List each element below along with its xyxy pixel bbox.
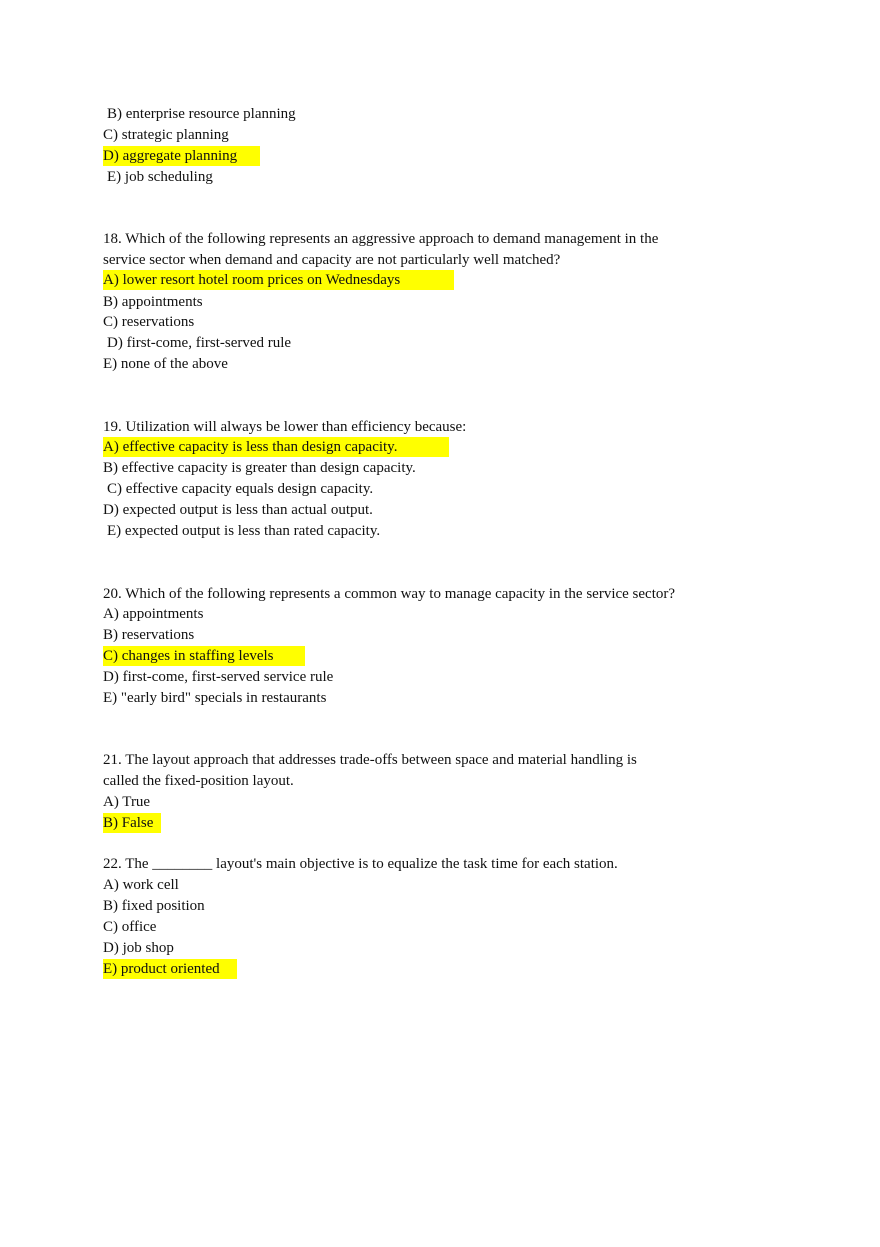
q21-answer-highlight: B) False bbox=[103, 813, 161, 833]
option-b-continued: B) enterprise resource planning bbox=[107, 106, 296, 122]
q19-option-e: E) expected output is less than rated capacity. bbox=[107, 523, 381, 539]
question-20-text: 20. Which of the following represents a common way to manage capacity in the service sector? bbox=[103, 586, 676, 602]
q19-option-c: C) effective capacity equals design capacity. bbox=[107, 481, 374, 497]
question-21-text-line1: 21. The layout approach that addresses trade-offs between space and material handling is bbox=[103, 752, 637, 768]
question-21-text-line2: called the fixed-position layout. bbox=[103, 773, 294, 789]
option-e-continued: E) job scheduling bbox=[107, 169, 213, 185]
q18-answer-highlight: A) lower resort hotel room prices on Wednesdays bbox=[103, 270, 454, 290]
q22-option-b: B) fixed position bbox=[103, 898, 205, 914]
q18-option-c: C) reservations bbox=[103, 314, 195, 330]
q20-option-a: A) appointments bbox=[103, 606, 204, 622]
option-c-continued: C) strategic planning bbox=[103, 127, 229, 143]
q19-option-b: B) effective capacity is greater than design capacity. bbox=[103, 460, 416, 476]
q20-answer-highlight: C) changes in staffing levels bbox=[103, 646, 305, 666]
question-19-text: 19. Utilization will always be lower than efficiency because: bbox=[103, 419, 467, 435]
q20-option-d: D) first-come, first-served service rule bbox=[103, 669, 334, 685]
q19-option-d: D) expected output is less than actual output. bbox=[103, 502, 373, 518]
answer-highlight-continued: D) aggregate planning bbox=[103, 146, 260, 166]
q22-option-c: C) office bbox=[103, 919, 157, 935]
q21-option-a: A) True bbox=[103, 794, 151, 810]
q18-option-d: D) first-come, first-served rule bbox=[107, 335, 292, 351]
question-18-text-line2: service sector when demand and capacity are not particularly well matched? bbox=[103, 252, 561, 268]
question-22-text: 22. The ________ layout's main objective is to equalize the task time for each station. bbox=[103, 856, 618, 872]
q20-option-b: B) reservations bbox=[103, 627, 195, 643]
q18-option-b: B) appointments bbox=[103, 294, 203, 310]
q19-answer-highlight: A) effective capacity is less than design capacity. bbox=[103, 437, 449, 457]
q22-answer-highlight: E) product oriented bbox=[103, 959, 237, 979]
question-18-text-line1: 18. Which of the following represents an aggressive approach to demand management in the bbox=[103, 231, 659, 247]
q22-option-a: A) work cell bbox=[103, 877, 179, 893]
q18-option-e: E) none of the above bbox=[103, 356, 228, 372]
q20-option-e: E) "early bird" specials in restaurants bbox=[103, 690, 327, 706]
q22-option-d: D) job shop bbox=[103, 940, 174, 956]
